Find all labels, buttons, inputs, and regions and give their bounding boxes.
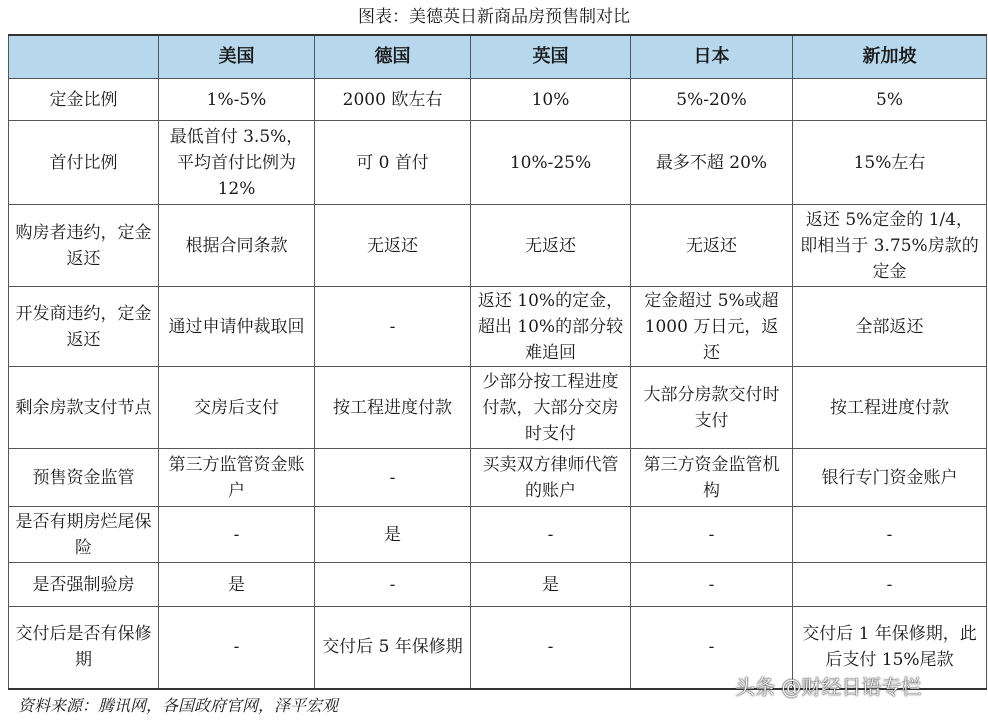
table-cell: 10%-25% <box>471 121 631 205</box>
table-cell: 交付后 1 年保修期，此后支付 15%尾款 <box>793 607 987 689</box>
header-cell-japan: 日本 <box>631 35 793 79</box>
row-label: 是否有期房烂尾保险 <box>9 507 159 563</box>
table-cell: 最低首付 3.5%，平均首付比例为 12% <box>159 121 315 205</box>
header-row <box>9 35 987 79</box>
table-cell: 是 <box>471 563 631 607</box>
header-cell-usa: 美国 <box>159 35 315 79</box>
table-cell: 2000 欧左右 <box>315 79 471 121</box>
table-cell: - <box>159 507 315 563</box>
table-cell: 第三方监管资金账户 <box>159 449 315 507</box>
row-label: 购房者违约，定金返还 <box>9 205 159 287</box>
table-cell: - <box>471 507 631 563</box>
table-cell: - <box>631 607 793 689</box>
table-cell: 定金超过 5%或超 1000 万日元，返还 <box>631 287 793 367</box>
table-row <box>9 507 987 563</box>
table-cell: 按工程进度付款 <box>315 367 471 449</box>
row-label: 是否强制验房 <box>9 563 159 607</box>
table-cell: 少部分按工程进度付款，大部分交房时支付 <box>471 367 631 449</box>
table-cell: 买卖双方律师代管的账户 <box>471 449 631 507</box>
table-row <box>9 287 987 367</box>
table-cell: 全部返还 <box>793 287 987 367</box>
table-cell: - <box>471 607 631 689</box>
row-label: 首付比例 <box>9 121 159 205</box>
table-cell: 大部分房款交付时支付 <box>631 367 793 449</box>
table-cell: - <box>159 607 315 689</box>
table-cell: - <box>315 287 471 367</box>
table-cell: - <box>793 563 987 607</box>
row-label: 交付后是否有保修期 <box>9 607 159 689</box>
table-cell: 是 <box>315 507 471 563</box>
table-cell: - <box>315 563 471 607</box>
chart-title: 图表：美德英日新商品房预售制对比 <box>358 7 630 27</box>
header-cell-singapore: 新加坡 <box>793 35 987 79</box>
table-cell: 交付后 5 年保修期 <box>315 607 471 689</box>
table-cell: 可 0 首付 <box>315 121 471 205</box>
source-note: 资料来源：腾讯网，各国政府官网，泽平宏观 <box>18 696 339 715</box>
header-cell-germany: 德国 <box>315 35 471 79</box>
table-cell: - <box>631 563 793 607</box>
header-cell-uk: 英国 <box>471 35 631 79</box>
table-cell: 5% <box>793 79 987 121</box>
table-row <box>9 449 987 507</box>
table-cell: 1%-5% <box>159 79 315 121</box>
row-label: 预售资金监管 <box>9 449 159 507</box>
table-row <box>9 563 987 607</box>
table-cell: 返还 5%定金的 1/4，即相当于 3.75%房款的定金 <box>793 205 987 287</box>
watermark: 头条 @财经日语专栏 <box>735 675 922 699</box>
table-cell: 是 <box>159 563 315 607</box>
table-row <box>9 367 987 449</box>
table-cell: 按工程进度付款 <box>793 367 987 449</box>
row-label: 开发商违约，定金返还 <box>9 287 159 367</box>
row-label: 定金比例 <box>9 79 159 121</box>
table-cell: 无返还 <box>631 205 793 287</box>
table-cell: 无返还 <box>315 205 471 287</box>
table-row <box>9 121 987 205</box>
header-cell-empty <box>9 35 159 79</box>
table-cell: 交房后支付 <box>159 367 315 449</box>
table-cell: 银行专门资金账户 <box>793 449 987 507</box>
table-cell: 15%左右 <box>793 121 987 205</box>
table-row <box>9 205 987 287</box>
table-cell: 通过申请仲裁取回 <box>159 287 315 367</box>
table-row <box>9 79 987 121</box>
row-label: 剩余房款支付节点 <box>9 367 159 449</box>
table-cell: - <box>315 449 471 507</box>
table-cell: 返还 10%的定金，超出 10%的部分较难追回 <box>471 287 631 367</box>
table-cell: - <box>793 507 987 563</box>
table-cell: 10% <box>471 79 631 121</box>
table-cell: 第三方资金监管机构 <box>631 449 793 507</box>
table-cell: 无返还 <box>471 205 631 287</box>
table-cell: 根据合同条款 <box>159 205 315 287</box>
table-cell: 最多不超 20% <box>631 121 793 205</box>
comparison-table <box>8 34 987 690</box>
table-cell: 5%-20% <box>631 79 793 121</box>
table-cell: - <box>631 507 793 563</box>
